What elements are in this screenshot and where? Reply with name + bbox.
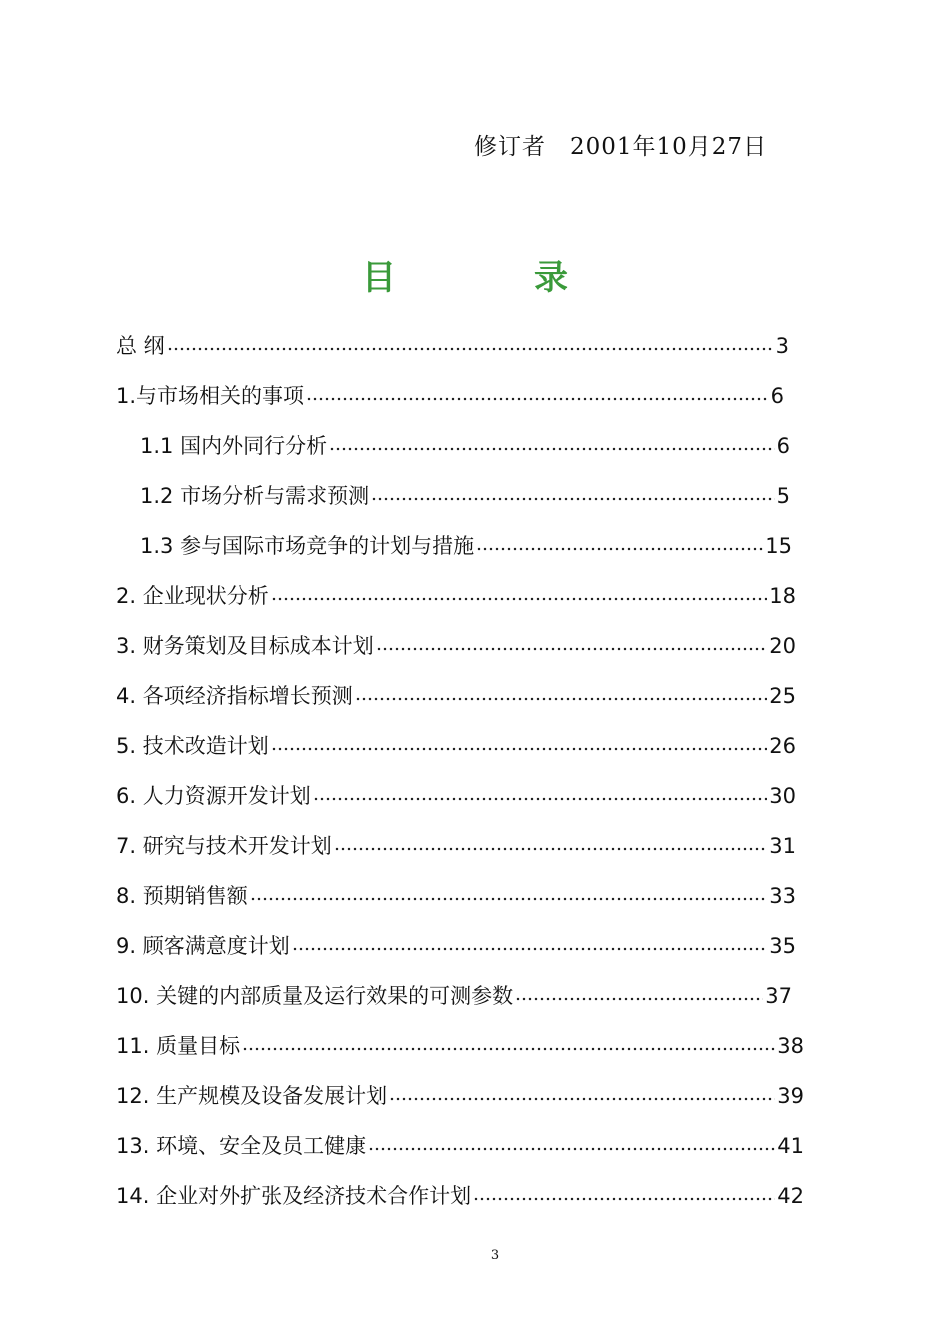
toc-entry-8[interactable]: [116, 881, 796, 911]
dot-leader: [371, 497, 775, 501]
toc-entry-1-3[interactable]: [140, 531, 792, 561]
toc-entry-page: 42: [777, 1184, 804, 1208]
dot-leader: [334, 847, 768, 851]
toc-entry-page: 31: [769, 834, 796, 858]
toc-entry-page: 41: [777, 1134, 804, 1158]
toc-entry-page: 5: [776, 484, 790, 508]
dot-leader: [473, 1197, 775, 1201]
toc-entry-label: 11. 质量目标: [116, 1034, 241, 1058]
dot-leader: [271, 597, 768, 601]
toc-entry-13[interactable]: [116, 1131, 804, 1161]
dot-leader: [476, 547, 763, 551]
toc-entry-label: 1.2 市场分析与需求预测: [140, 484, 370, 508]
dot-leader: [250, 897, 768, 901]
toc-entry-label: 6. 人力资源开发计划: [116, 784, 311, 808]
toc-entry-4[interactable]: [116, 681, 796, 711]
toc-entry-9[interactable]: [116, 931, 796, 961]
dot-leader: [242, 1047, 775, 1051]
dot-leader: [329, 447, 775, 451]
toc-entry-14[interactable]: [116, 1181, 804, 1211]
toc-entry-5[interactable]: [116, 731, 796, 761]
dot-leader: [313, 797, 768, 801]
toc-entry-label: 13. 环境、安全及员工健康: [116, 1134, 367, 1158]
toc-entry-label: 1.与市场相关的事项: [116, 384, 305, 408]
toc-entry-page: 35: [769, 934, 796, 958]
toc-entry-12[interactable]: [116, 1081, 804, 1111]
reviser-date-line: 修订者 2001年10月27日: [474, 134, 768, 160]
toc-entry-page: 26: [769, 734, 796, 758]
dot-leader: [368, 1147, 775, 1151]
dot-leader: [292, 947, 768, 951]
toc-entry-page: 20: [769, 634, 796, 658]
dot-leader: [376, 647, 768, 651]
dot-leader: [167, 347, 774, 351]
dot-leader: [271, 747, 768, 751]
toc-entry-1-1[interactable]: [140, 431, 790, 461]
toc-entry-page: 39: [777, 1084, 804, 1108]
toc-entry-label: 7. 研究与技术开发计划: [116, 834, 332, 858]
page-number: 3: [490, 1248, 500, 1263]
toc-entry-1[interactable]: [116, 381, 784, 411]
toc-entry-page: 3: [775, 334, 789, 358]
toc-entry-page: 18: [769, 584, 796, 608]
toc-entry-label: 1.1 国内外同行分析: [140, 434, 328, 458]
toc-entry-2[interactable]: [116, 581, 796, 611]
toc-entry-label: 3. 财务策划及目标成本计划: [116, 634, 374, 658]
toc-entry-page: 30: [769, 784, 796, 808]
dot-leader: [389, 1097, 775, 1101]
toc-entry-1-2[interactable]: [140, 481, 790, 511]
toc-entry-general[interactable]: [116, 331, 789, 361]
toc-entry-11[interactable]: [116, 1031, 804, 1061]
toc-entry-label: 4. 各项经济指标增长预测: [116, 684, 353, 708]
toc-entry-label: 14. 企业对外扩张及经济技术合作计划: [116, 1184, 472, 1208]
toc-entry-6[interactable]: [116, 781, 796, 811]
toc-entry-label: 12. 生产规模及设备发展计划: [116, 1084, 388, 1108]
toc-entry-label: 总 纲: [116, 334, 165, 358]
toc-entry-page: 25: [769, 684, 796, 708]
toc-entry-10[interactable]: [116, 981, 792, 1011]
toc-entry-label: 5. 技术改造计划: [116, 734, 269, 758]
toc-entry-page: 6: [770, 384, 784, 408]
toc-entry-7[interactable]: [116, 831, 796, 861]
toc-entry-page: 38: [777, 1034, 804, 1058]
toc-entry-label: 10. 关键的内部质量及运行效果的可测参数: [116, 984, 514, 1008]
toc-entry-label: 9. 顾客满意度计划: [116, 934, 290, 958]
toc-entry-3[interactable]: [116, 631, 796, 661]
toc-entry-label: 8. 预期销售额: [116, 884, 248, 908]
toc-entry-label: 2. 企业现状分析: [116, 584, 269, 608]
toc-entry-page: 37: [765, 984, 792, 1008]
dot-leader: [306, 397, 769, 401]
dot-leader: [355, 697, 768, 701]
toc-entry-label: 1.3 参与国际市场竞争的计划与措施: [140, 534, 475, 558]
toc-entry-page: 15: [765, 534, 792, 558]
toc-entry-page: 6: [776, 434, 790, 458]
dot-leader: [515, 997, 763, 1001]
toc-entry-page: 33: [769, 884, 796, 908]
toc-title: 目 录: [362, 258, 620, 298]
